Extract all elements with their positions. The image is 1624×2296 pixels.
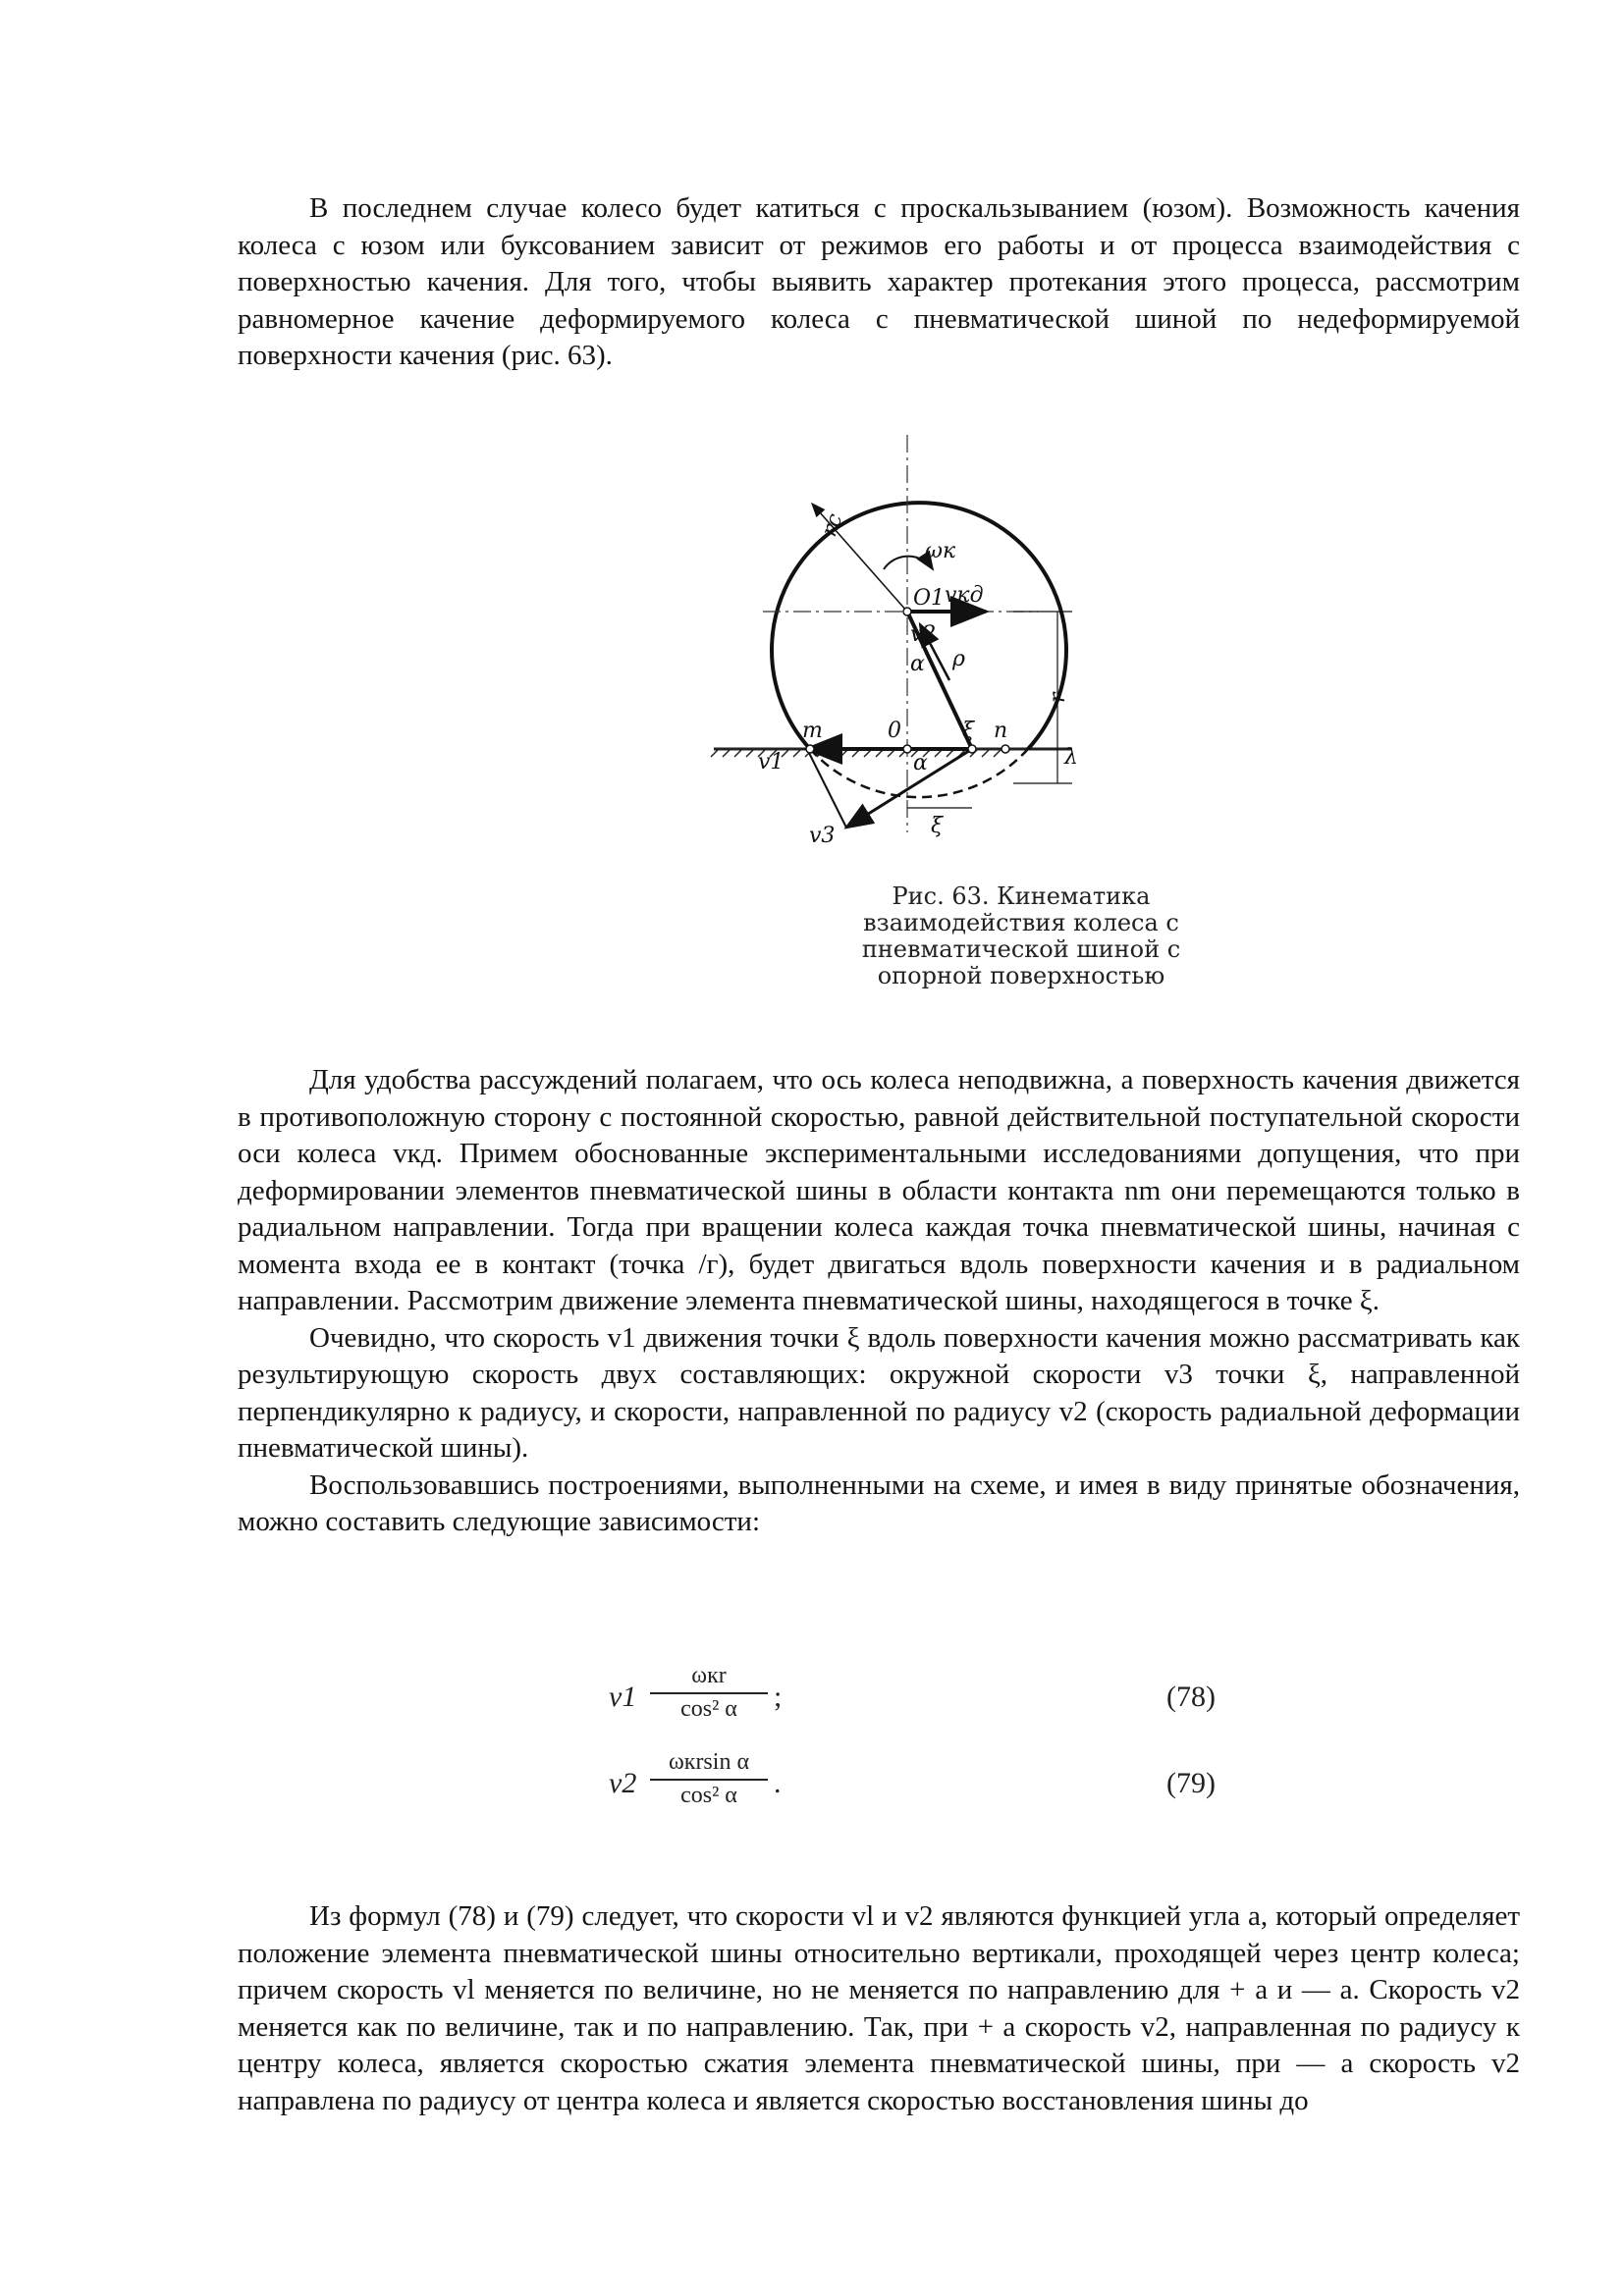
label-alpha-bottom: α (913, 751, 928, 775)
paragraph: Воспользовавшись построениями, выполненными на схеме, и имея в виду принятые обозначения, можно составить следующие зависимости: (238, 1468, 1520, 1537)
paragraph-conclusion (238, 1898, 1520, 2119)
paragraph-intro (238, 190, 1520, 375)
equation-denominator: cos² α (680, 1696, 737, 1722)
equation-tail: . (774, 1767, 782, 1799)
label-vkd: vкд (945, 583, 984, 608)
equation-numerator: ωкr (650, 1661, 768, 1694)
paragraph: В последнем случае колесо будет катиться с проскальзыванием (юзом). Возможность качения колеса с юзом или буксованием зависит от режимов его работы и от процесса взаимодействия с поверхностью качения. Для того, чтобы выявить характер протекания этого процесса, рассмотрим равномерное качение деформируемого колеса с пневматической шиной по недеформируемой поверхности качения (рис. 63). (238, 192, 1520, 371)
label-v1: v1 (758, 750, 785, 774)
label-rc: rc (817, 510, 848, 541)
equation-lhs: v2 (609, 1767, 637, 1799)
equation-fraction (650, 1661, 768, 1724)
equation-fraction (650, 1747, 768, 1810)
equation-denominator: cos² α (680, 1783, 737, 1808)
label-alpha-top: α (910, 652, 925, 676)
label-lambda: λ (1064, 745, 1078, 770)
paragraph: Из формул (78) и (79) следует, что скорости vl и v2 являются функцией угла а, который определяет положение элемента пневматической шины относительно вертикали, проходящей через центр колеса; причем скорость vl меняется по величине, но не меняется по направлению для + а и — а. Скорость v2 меняется как по величине, так и по направлению. Так, при + а скорость v2, направленная по радиусу к центру колеса, является скоростью сжатия элемента пневматической шины, при — а скорость v2 направлена по радиусу от центра колеса и является скоростью восстановления шины до (238, 1900, 1520, 2116)
label-v3: v3 (809, 824, 836, 848)
label-o: 0 (888, 719, 901, 743)
equation-number: (78) (1166, 1681, 1216, 1713)
label-xi: ξ (962, 719, 975, 743)
label-omega: ωк (925, 539, 956, 563)
figure-caption: Рис. 63. Кинематика взаимодействия колеса с пневматической шиной с опорной поверхностью (861, 882, 1181, 989)
label-rho: ρ (952, 647, 965, 671)
wheel-kinematics-figure (709, 430, 1082, 872)
label-v2: v2 (910, 622, 937, 647)
label-r: r (1046, 692, 1070, 703)
equation-lhs: v1 (609, 1681, 637, 1713)
paragraph-block-main (238, 1062, 1520, 1541)
equation-tail: ; (774, 1681, 783, 1713)
paragraph: Для удобства рассуждений полагаем, что ось колеса неподвижна, а поверхность качения движется в противоположную сторону с постоянной скоростью, равной действительной поступательной скорости оси колеса vкд. Примем обоснованные экспериментальными исследованиями допущения, что при деформировании элементов пневматической шины в области контакта nm они перемещаются только в радиальном направлении. Тогда при вращении колеса каждая точка пневматической шины, начиная с момента входа ее в контакт (точка /г), будет двигаться вдоль поверхности качения и в радиальном направлении. Рассмотрим движение элемента пневматической шины, находящегося в точке ξ. (238, 1064, 1520, 1316)
equation-number: (79) (1166, 1767, 1216, 1799)
paragraph: Очевидно, что скорость v1 движения точки ξ вдоль поверхности качения можно рассматривать как результирующую скорость двух составляющих: окружной скорости v3 точки ξ, направленной перпендикулярно к радиусу, и скорости, направленной по радиусу v2 (скорость радиальной деформации пневматической шины). (238, 1321, 1520, 1464)
label-n: n (994, 719, 1008, 743)
label-xi-dim: ξ (931, 814, 944, 838)
label-o1: O1 (913, 586, 946, 611)
equation-numerator: ωкrsin α (650, 1747, 768, 1781)
label-m: m (802, 719, 823, 743)
